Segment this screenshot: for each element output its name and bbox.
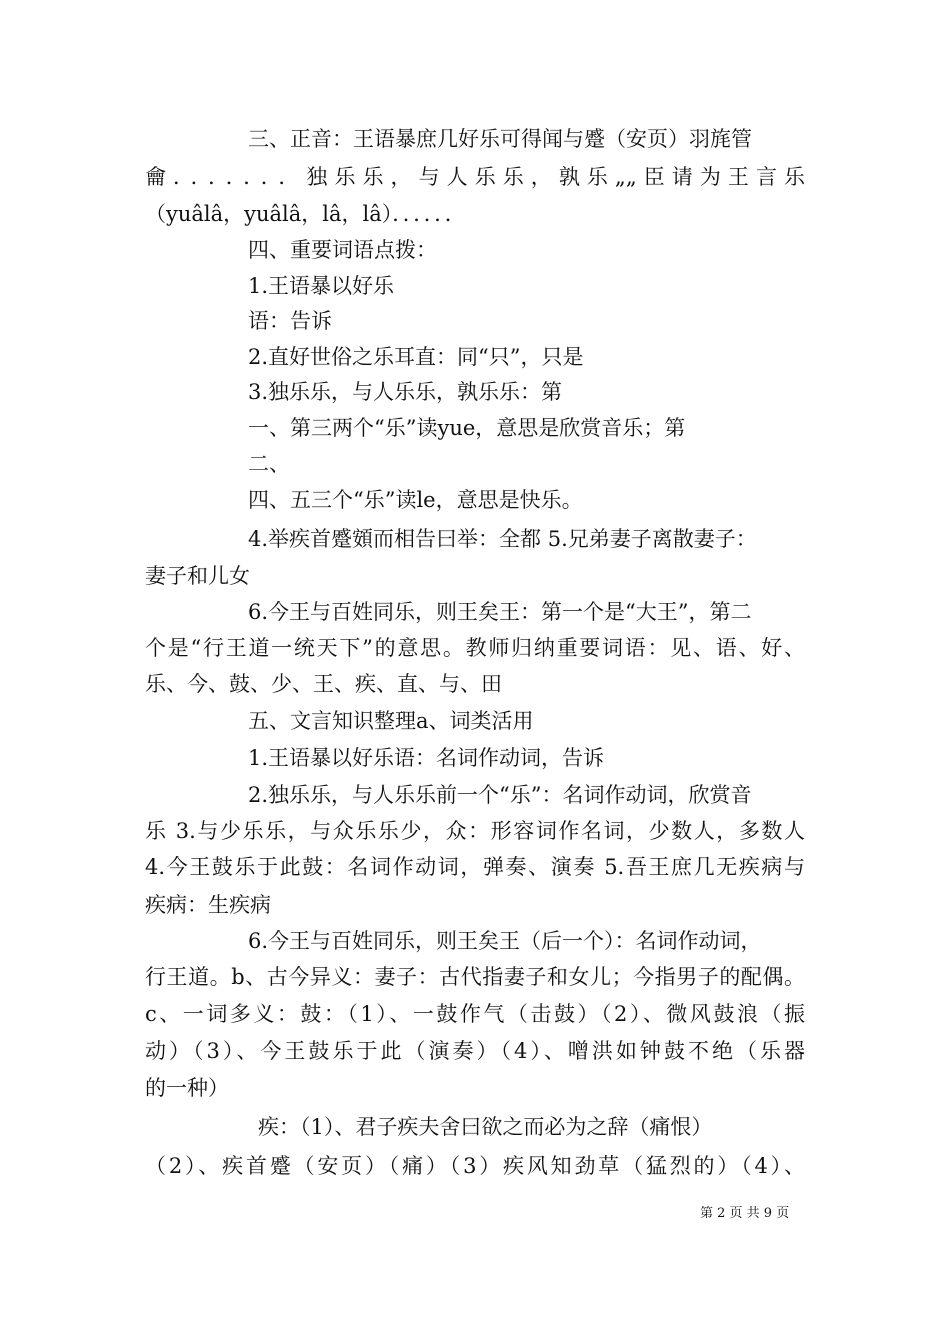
text-line-6: 语：告诉 [248, 309, 332, 333]
text-line-26: 动）（3）、今王鼓乐于此（演奏）（4）、噌洪如钟鼓不绝（乐器 [145, 1039, 805, 1063]
text-line-8: 3.独乐乐，与人乐乐，孰乐乐：第 [248, 380, 563, 404]
text-line-20: 乐 3.与少乐乐，与众乐乐少，众：形容词作名词，少数人，多数人 [145, 819, 805, 843]
text-line-25: c、一词多义：鼓：（1）、一鼓作气（击鼓）（2）、微风鼓浪（振 [145, 1002, 805, 1026]
text-line-24: 行王道。b、古今异义：妻子：古代指妻子和女儿；今指男子的配偶。 [145, 965, 805, 989]
text-line-29: （2）、疾首蹙（安页）（痛）（3）疾风知劲草（猛烈的）（4）、 [145, 1154, 805, 1178]
text-line-11: 四、五三个“乐”读le，意思是快乐。 [248, 488, 583, 512]
text-line-7: 2.直好世俗之乐耳直：同“只”，只是 [248, 345, 584, 369]
text-line-14: 6.今王与百姓同乐，则王矣王：第一个是“大王”，第二 [248, 600, 752, 624]
text-line-3: （yuâlâ，yuâlâ，lâ，lâ）．．．．．． [145, 202, 466, 226]
text-line-13: 妻子和儿女 [145, 564, 250, 588]
text-line-17: 五、文言知识整理a、词类活用 [248, 709, 534, 733]
text-line-22: 疾病：生疾病 [145, 893, 271, 917]
text-line-15: 个是“行王道一统天下”的意思。教师归纳重要词语：见、语、好、 [145, 636, 805, 660]
text-line-21: 4.今王鼓乐于此鼓：名词作动词，弹奏、演奏 5.吾王庶几无疾病与 [145, 855, 805, 879]
text-line-18: 1.王语暴以好乐语：名词作动词，告诉 [248, 746, 605, 770]
page-number-footer: 第 2 页 共 9 页 [700, 1206, 790, 1221]
text-line-10: 二、 [248, 452, 290, 476]
text-line-19: 2.独乐乐，与人乐乐前一个“乐”：名词作动词，欣赏音 [248, 783, 752, 807]
text-line-9: 一、第三两个“乐”读yue，意思是欣赏音乐；第 [248, 416, 686, 440]
text-line-28: 疾：（1）、君子疾夫舍曰欲之而必为之辞（痛恨） [258, 1115, 713, 1139]
text-line-16: 乐、今、鼓、少、王、疾、直、与、田 [145, 672, 502, 696]
text-line-27: 的一种） [145, 1076, 229, 1100]
text-line-4: 四、重要词语点拨： [248, 238, 437, 262]
text-line-2: 龠．．．．．．．独乐乐，与人乐乐，孰乐„„臣请为王言乐 [145, 165, 805, 189]
text-line-23: 6.今王与百姓同乐，则王矣王（后一个）：名词作动词， [248, 929, 762, 953]
text-line-5: 1.王语暴以好乐 [248, 274, 395, 298]
text-line-1: 三、正音：王语暴庶几好乐可得闻与蹙（安页）羽旄管 [248, 127, 752, 151]
text-line-12: 4.举疾首蹙頞而相告曰举：全都 5.兄弟妻子离散妻子： [248, 527, 757, 551]
